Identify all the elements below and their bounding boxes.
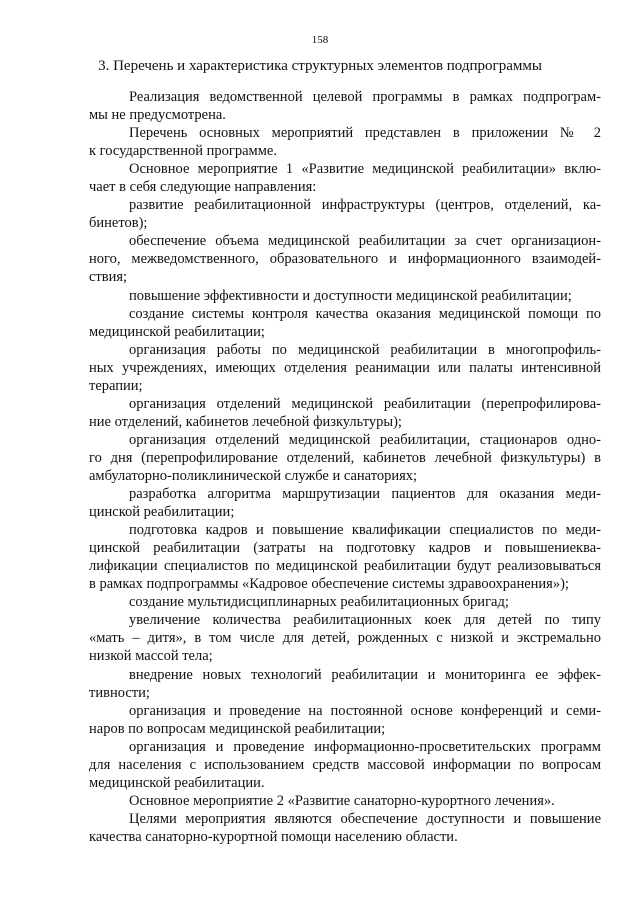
text-line: организация отделений медицинской реабилитации, стационаров одно- bbox=[129, 431, 601, 448]
document-body bbox=[89, 88, 601, 846]
text-line: мы не предусмотрена. bbox=[89, 107, 226, 124]
section-heading: 3. Перечень и характеристика структурных элементов подпрограммы bbox=[98, 58, 542, 74]
text-line: низкой массой тела; bbox=[89, 648, 213, 665]
text-line: подготовка кадров и повышение квалификации специалистов по меди- bbox=[129, 522, 601, 539]
text-line: качества санаторно-курортной помощи населению области. bbox=[89, 828, 458, 845]
text-line: развитие реабилитационной инфраструктуры (центров, отделений, ка- bbox=[129, 197, 601, 214]
text-line: лификации специалистов по медицинской реабилитации будут реализовываться bbox=[89, 558, 601, 575]
text-line: увеличение количества реабилитационных коек для детей по типу bbox=[129, 612, 601, 629]
text-line: ных учреждениях, имеющих отделения реанимации или палаты интенсивной bbox=[89, 359, 601, 376]
text-line: к государственной программе. bbox=[89, 143, 277, 160]
text-line: организация и проведение на постоянной основе конференций и семи- bbox=[129, 702, 601, 719]
text-line: ного, межведомственного, образовательного и информационного взаимодей- bbox=[89, 251, 601, 268]
text-line: Перечень основных мероприятий представлен в приложении № 2 bbox=[129, 125, 601, 142]
text-line: повышение эффективности и доступности медицинской реабилитации; bbox=[129, 287, 572, 304]
text-line: организация работы по медицинской реабилитации в многопрофиль- bbox=[129, 341, 601, 358]
text-line: обеспечение объема медицинской реабилитации за счет организацион- bbox=[129, 233, 601, 250]
text-line: ние отделений, кабинетов лечебной физкультуры); bbox=[89, 413, 402, 430]
text-line: наров по вопросам медицинской реабилитации; bbox=[89, 720, 386, 737]
text-line: медицинской реабилитации. bbox=[89, 774, 265, 791]
text-line: терапии; bbox=[89, 377, 143, 394]
text-line: для населения с использованием средств массовой информации по вопросам bbox=[89, 756, 601, 773]
text-line: медицинской реабилитации; bbox=[89, 323, 265, 340]
text-line: создание мультидисциплинарных реабилитационных бригад; bbox=[129, 594, 509, 611]
text-line: Реализация ведомственной целевой программы в рамках подпрограм- bbox=[129, 89, 601, 105]
page-number: 158 bbox=[311, 34, 329, 46]
text-line: создание системы контроля качества оказания медицинской помощи по bbox=[129, 305, 601, 322]
text-line: цинской реабилитации (затраты на подготовку кадров и повышениеква- bbox=[89, 540, 601, 557]
text-line: в рамках подпрограммы «Кадровое обеспечение системы здравоохранения»); bbox=[89, 576, 569, 593]
text-line: го дня (перепрофилирование отделений, кабинетов лечебной физкультуры) в bbox=[89, 449, 601, 466]
text-line: бинетов); bbox=[89, 215, 148, 232]
text-line: Целями мероприятия являются обеспечение доступности и повышение bbox=[129, 810, 601, 827]
text-line: амбулаторно-поликлинической службе и санаториях; bbox=[89, 467, 418, 484]
text-line: Основное мероприятие 1 «Развитие медицинской реабилитации» вклю- bbox=[129, 161, 601, 178]
text-line: тивности; bbox=[89, 684, 150, 701]
text-line: организация отделений медицинской реабилитации (перепрофилирова- bbox=[129, 395, 601, 412]
text-line: внедрение новых технологий реабилитации и мониторинга ее эффек- bbox=[129, 666, 601, 683]
text-line: ствия; bbox=[89, 269, 128, 286]
text-line: Основное мероприятие 2 «Развитие санаторно-курортного лечения». bbox=[129, 792, 555, 809]
text-line: «мать – дитя», в том числе для детей, рожденных с низкой и экстремально bbox=[89, 630, 601, 647]
text-line: цинской реабилитации; bbox=[89, 504, 235, 521]
text-line: разработка алгоритма маршрутизации пациентов для оказания меди- bbox=[129, 486, 601, 503]
text-line: чает в себя следующие направления: bbox=[89, 179, 317, 196]
text-line: организация и проведение информационно-просветительских программ bbox=[129, 738, 601, 755]
